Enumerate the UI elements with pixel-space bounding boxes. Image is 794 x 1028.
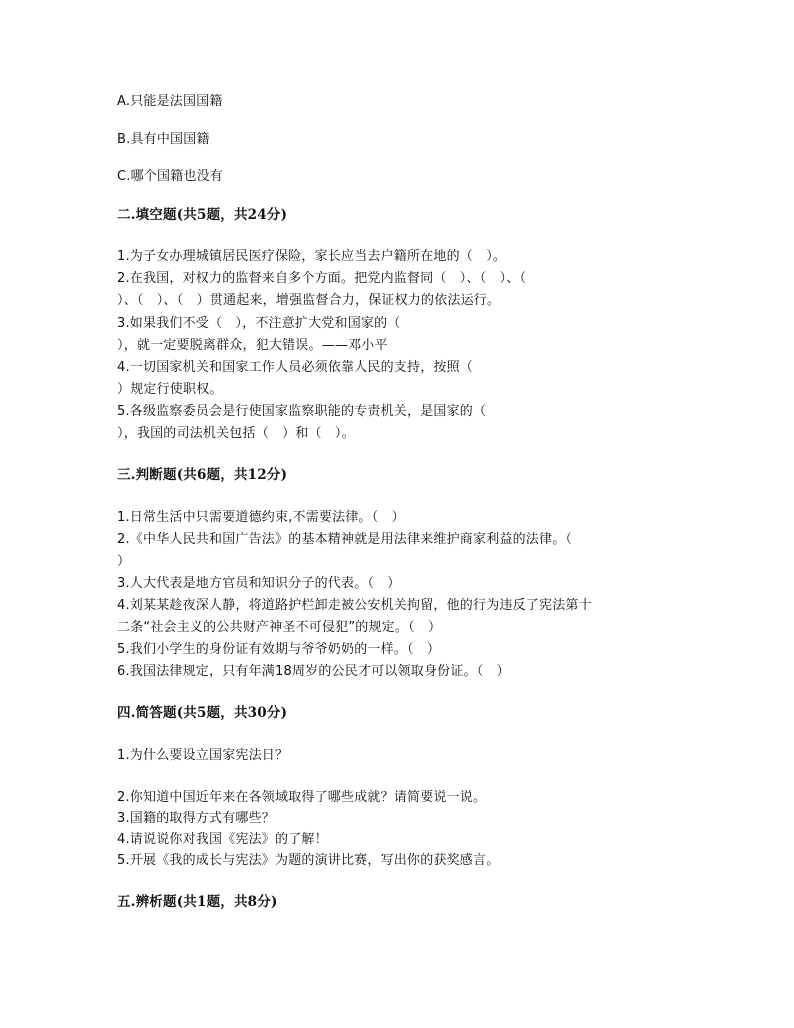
question-line: ），我国的司法机关包括（ ）和（ ）。 — [117, 426, 355, 441]
question-line: 4.一切国家机关和国家工作人员必须依靠人民的支持，按照（ — [117, 360, 474, 375]
question-line: ）、（ ）、（ ）贯通起来，增强监督合力，保证权力的依法运行。 — [117, 293, 501, 308]
question-line: 5.我们小学生的身份证有效期与爷爷奶奶的一样。（ ） — [117, 642, 441, 657]
section-heading-short-answer: 四.简答题(共5题，共30分) — [117, 705, 288, 721]
question-line: ） — [117, 554, 131, 569]
question-line: 1.为子女办理城镇居民医疗保险，家长应当去户籍所在地的（ ）。 — [117, 249, 507, 264]
question-line: 1.日常生活中只需要道德约束,不需要法律。（ ） — [117, 510, 405, 525]
question-line: 3.国籍的取得方式有哪些？ — [117, 811, 276, 826]
question-line: 5.开展《我的成长与宪法》为题的演讲比赛，写出你的获奖感言。 — [117, 853, 500, 868]
section-heading-analysis: 五.辨析题(共1题，共8分) — [117, 894, 278, 910]
question-line: 6.我国法律规定，只有年满18周岁的公民才可以领取身份证。（ ） — [117, 664, 510, 679]
question-line: 2.《中华人民共和国广告法》的基本精神就是用法律来维护商家利益的法律。（ — [117, 532, 573, 547]
question-line: 3.人大代表是地方官员和知识分子的代表。（ ） — [117, 576, 401, 591]
question-line: 3.如果我们不受（ ），不注意扩大党和国家的（ — [117, 316, 401, 331]
option-c: C.哪个国籍也没有 — [117, 169, 224, 184]
section-heading-true-false: 三.判断题(共6题，共12分) — [117, 467, 288, 483]
question-line: 4.请说说你对我国《宪法》的了解！ — [117, 832, 328, 847]
question-line: 2.你知道中国近年来在各领域取得了哪些成就？请简要说一说。 — [117, 790, 487, 805]
question-line: 1.为什么要设立国家宪法日？ — [117, 748, 289, 763]
question-line: 2.在我国，对权力的监督来自多个方面。把党内监督同（ ）、（ ）、（ — [117, 271, 527, 286]
option-a: A.只能是法国国籍 — [117, 94, 223, 109]
question-line: ）规定行使职权。 — [117, 382, 223, 397]
question-line: 二条“社会主义的公共财产神圣不可侵犯”的规定。（ ） — [117, 620, 442, 635]
question-line: 4.刘某某趁夜深人静，将道路护栏卸走被公安机关拘留，他的行为违反了宪法第十 — [117, 598, 592, 613]
question-line: ），就一定要脱离群众，犯大错误。——邓小平 — [117, 338, 388, 353]
question-line: 5.各级监察委员会是行使国家监察职能的专责机关，是国家的（ — [117, 404, 487, 419]
option-b: B.具有中国国籍 — [117, 132, 210, 147]
section-heading-fill-blank: 二.填空题(共5题，共24分) — [117, 207, 288, 223]
